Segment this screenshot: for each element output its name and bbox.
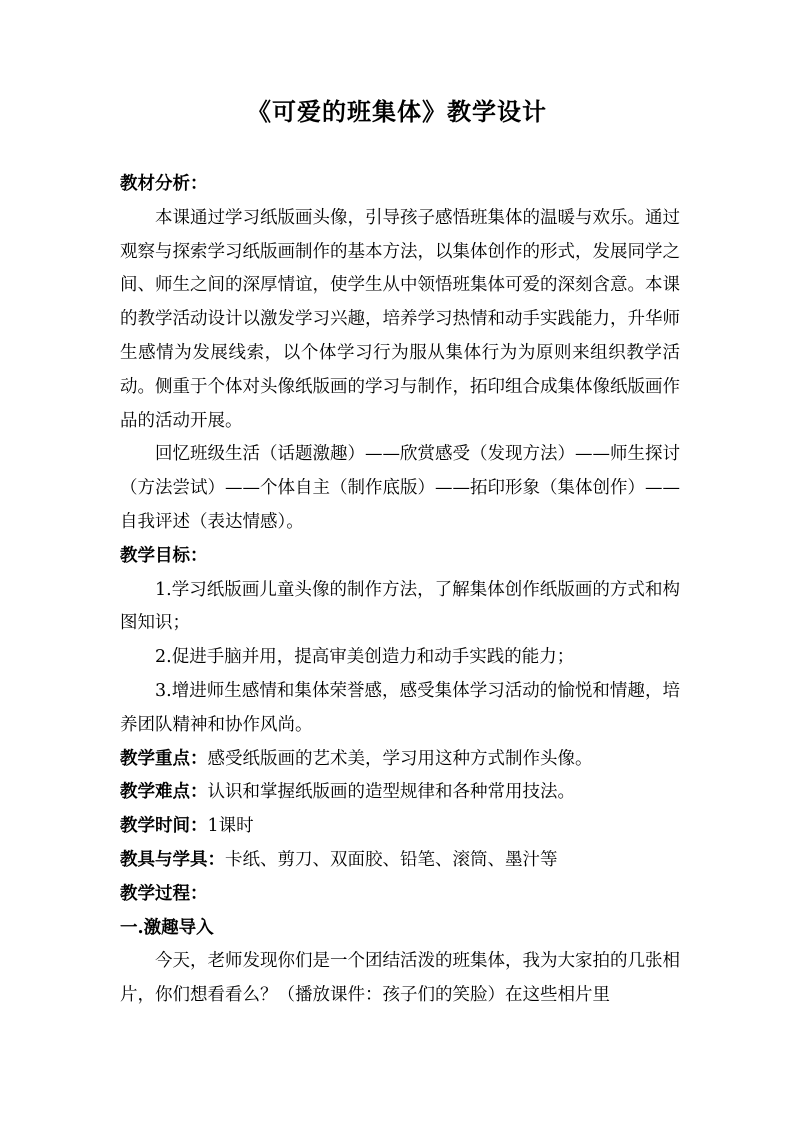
process-section-1-text: 今天，老师发现你们是一个团结活泼的班集体，我为大家拍的几张相片，你们想看看么？（播放课件：孩子们的笑脸）在这些相片里: [120, 951, 680, 1006]
tools-text: 卡纸、剪刀、双面胶、铅笔、滚筒、墨汁等: [225, 849, 558, 870]
goal-item-3: 3.增进师生感情和集体荣誉感，感受集体学习活动的愉悦和情趣，培养团队精神和协作风尚。: [120, 680, 680, 735]
key-point-line: [120, 743, 680, 777]
analysis-heading: 教材分析：: [120, 174, 208, 194]
key-point-label: 教学重点：: [120, 748, 208, 769]
analysis-paragraph-2: 回忆班级生活（话题激趣）——欣赏感受（发现方法）——师生探讨（方法尝试）——个体自主（制作底版）——拓印形象（集体创作）——自我评述（表达情感）。: [120, 444, 680, 532]
difficulty-label: 教学难点：: [120, 782, 208, 803]
difficulty-line: [120, 776, 680, 810]
document-title: 《可爱的班集体》教学设计: [247, 97, 547, 126]
document-body: [120, 168, 680, 1013]
time-text: 1课时: [207, 816, 254, 837]
process-section-1-title: 一.激趣导入: [120, 917, 214, 938]
tools-line: [120, 844, 680, 878]
goal-item-1: 1.学习纸版画儿童头像的制作方法，了解集体创作纸版画的方式和构图知识；: [120, 579, 680, 634]
time-label: 教学时间：: [120, 816, 208, 837]
tools-label: 教具与学具：: [120, 849, 225, 870]
difficulty-text: 认识和掌握纸版画的造型规律和各种常用技法。: [207, 782, 575, 803]
time-line: [120, 810, 680, 844]
process-heading: 教学过程：: [120, 883, 208, 904]
analysis-paragraph-1: 本课通过学习纸版画头像，引导孩子感悟班集体的温暖与欢乐。通过观察与探索学习纸版画制作的基本方法，以集体创作的形式，发展同学之间、师生之间的深厚情谊，使学生从中领悟班集体可爱的深刻含意。本课的教学活动设计以激发学习兴趣，培养学习热情和动手实践能力，升华师生感情为发展线索，以个体学习行为服从集体行为为原则来组织教学活动。侧重于个体对头像纸版画的学习与制作，拓印组合成集体像纸版画作品的活动开展。: [120, 207, 680, 431]
goal-item-2: 2.促进手脑并用，提高审美创造力和动手实践的能力；: [155, 647, 575, 668]
goals-heading: 教学目标：: [120, 545, 208, 566]
key-point-text: 感受纸版画的艺术美，学习用这种方式制作头像。: [207, 748, 593, 769]
